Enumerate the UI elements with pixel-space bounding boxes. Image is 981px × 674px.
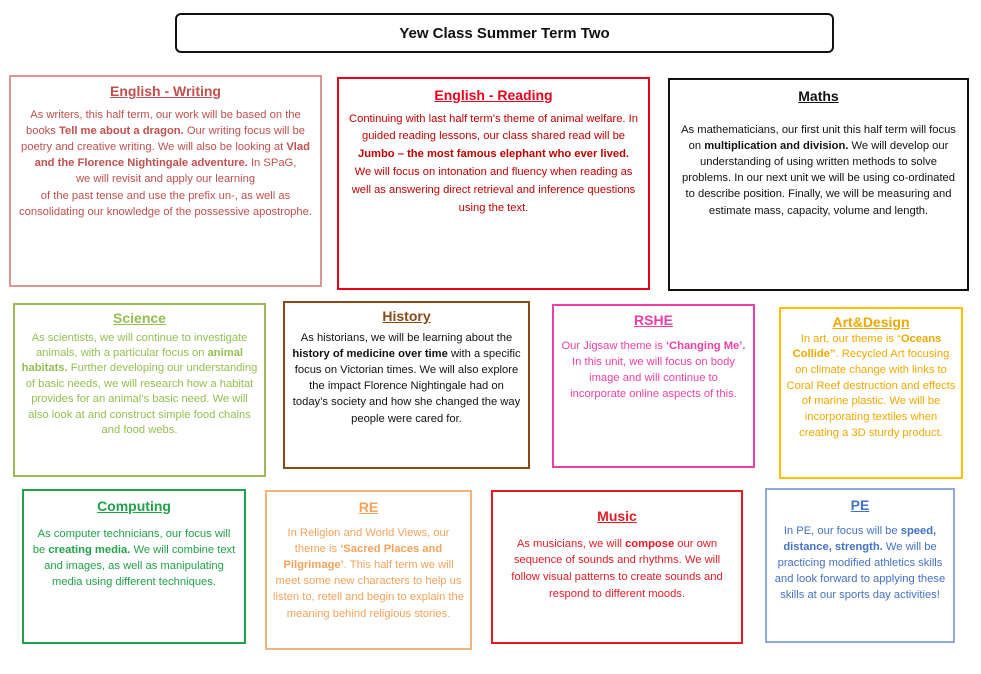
science-heading: Science xyxy=(113,310,166,326)
maths-heading: Maths xyxy=(798,88,839,104)
rshe-heading: RSHE xyxy=(634,312,673,328)
art-design-heading: Art&Design xyxy=(832,314,910,330)
art-design-panel xyxy=(779,307,963,479)
art-design-text: In art, our theme is “Oceans Collide”. Recycled Art focusing on climate change with links to Coral Reef destruction and effects of marine plastic. We will be incorporating textiles when creating a 3D sturdy product. xyxy=(786,332,956,439)
history-panel xyxy=(283,301,530,469)
pe-text: In PE, our focus will be speed, distance, strength. We will be practicing modified athletics skills and look forward to applying these skills at our sports day activities! xyxy=(774,524,946,602)
computing-text: As computer technicians, our focus will be creating media. We will combine text and images, as well as manipulating media using different techniques. xyxy=(32,527,236,589)
rshe-panel xyxy=(552,304,755,468)
maths-panel xyxy=(668,78,969,291)
science-panel xyxy=(13,303,266,477)
english-writing-text: As writers, this half term, our work will be based on the books Tell me about a dragon. Our writing focus will be poetry and creative writing. We will also be looking at Vlad and the Florence Nightingale adventure. In SPaG, we will revisit and apply our learning of the past tense and use the prefix un-, as well as consolidating our knowledge of the possessive apostrophe. xyxy=(19,108,312,218)
maths-text: As mathematicians, our first unit this half term will focus on multiplication and division. We will develop our understanding of using written methods to solve problems. In our next unit we will be using co-ordinated to describe position. Finally, we will be measuring and estimate mass, capacity, volume and length. xyxy=(681,123,956,217)
history-text: As historians, we will be learning about the history of medicine over time with a specific focus on Victorian times. We will also explore the impact Florence Nightingale had on today’s society and how she changed the way people were cared for. xyxy=(292,331,521,425)
re-text: In Religion and World Views, our theme is ‘Sacred Places and Pilgrimage’. This half term we will meet some new characters to help us listen to, retell and begin to explain the meaning behind religious stories. xyxy=(273,526,464,620)
english-writing-panel xyxy=(9,75,322,287)
computing-panel xyxy=(22,489,246,644)
music-heading: Music xyxy=(597,508,637,524)
science-text: As scientists, we will continue to investigate animals, with a particular focus on animal habitats. Further developing our understanding of basic needs, we will research how a habitat provides for an animal’s basic need. We will also look at and construct simple food chains and food webs. xyxy=(21,331,258,437)
rshe-text: Our Jigsaw theme is ‘Changing Me’. In this unit, we will focus on body image and will continue to incorporate online aspects of this. xyxy=(561,339,746,401)
music-text: As musicians, we will compose our own sequence of sounds and rhythms. We will follow visual patterns to create sounds and respond to different moods. xyxy=(511,537,723,600)
pe-heading: PE xyxy=(850,497,870,513)
music-panel xyxy=(491,490,743,644)
history-heading: History xyxy=(382,308,431,324)
english-reading-heading: English - Reading xyxy=(434,87,553,103)
page-title: Yew Class Summer Term Two xyxy=(175,13,834,53)
english-reading-text: Continuing with last half term’s theme of animal welfare. In guided reading lessons, our class shared read will be Jumbo – the most famous elephant who ever lived. We will focus on intonation and fluency when reading as well as answering direct retrieval and inference questions using the text. xyxy=(349,112,638,215)
computing-heading: Computing xyxy=(97,498,171,514)
pe-panel xyxy=(765,488,955,643)
re-heading: RE xyxy=(358,499,379,515)
re-panel xyxy=(265,490,472,650)
english-reading-panel xyxy=(337,77,650,290)
english-writing-heading: English - Writing xyxy=(110,83,221,99)
